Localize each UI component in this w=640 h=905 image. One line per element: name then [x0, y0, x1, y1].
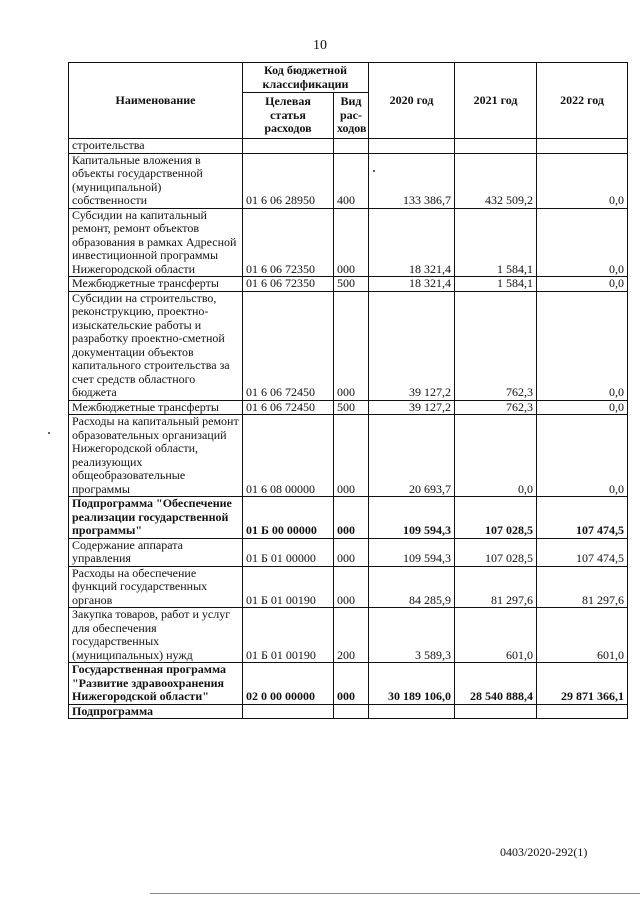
cell-expense-type: 000	[334, 291, 369, 400]
cell-target-article: 01 6 06 72450	[243, 291, 334, 400]
cell-2021: 107 028,5	[455, 538, 537, 566]
cell-2022: 0,0	[537, 277, 628, 292]
cell-2022	[537, 704, 628, 719]
scan-artifact-line	[150, 893, 640, 894]
cell-name: Государственная программа "Развитие здравоохранения Нижегородской области"	[69, 663, 243, 705]
cell-2021: 81 297,6	[455, 566, 537, 608]
cell-2022	[537, 139, 628, 154]
cell-target-article: 01 6 08 00000	[243, 415, 334, 497]
cell-name: Расходы на обеспечение функций государственных органов	[69, 566, 243, 608]
cell-expense-type	[334, 704, 369, 719]
cell-expense-type: 200	[334, 608, 369, 663]
cell-name: Подпрограмма	[69, 704, 243, 719]
header-code-group: Код бюджетной классификации	[243, 63, 369, 93]
cell-expense-type: 000	[334, 566, 369, 608]
cell-2022: 0,0	[537, 415, 628, 497]
cell-name: Межбюджетные трансферты	[69, 277, 243, 292]
table-row	[69, 415, 628, 497]
cell-2021	[455, 139, 537, 154]
cell-target-article: 01 6 06 72450	[243, 400, 334, 415]
cell-2020: 109 594,3	[369, 538, 455, 566]
page-number: 10	[313, 38, 327, 53]
cell-target-article: 01 Б 00 00000	[243, 497, 334, 539]
cell-2022: 0,0	[537, 291, 628, 400]
header-name: Наименование	[69, 63, 243, 139]
cell-expense-type: 000	[334, 208, 369, 277]
cell-2022: 0,0	[537, 208, 628, 277]
table-row	[69, 566, 628, 608]
budget-table	[68, 62, 628, 719]
cell-target-article: 01 6 06 28950	[243, 153, 334, 208]
cell-name: Подпрограмма "Обеспечение реализации государственной программы"	[69, 497, 243, 539]
table-row	[69, 538, 628, 566]
cell-2021: 1 584,1	[455, 208, 537, 277]
table-body	[69, 139, 628, 719]
cell-name: строительства	[69, 139, 243, 154]
document-footer-code: 0403/2020-292(1)	[500, 845, 588, 859]
cell-2020: 39 127,2	[369, 291, 455, 400]
cell-2022: 107 474,5	[537, 538, 628, 566]
cell-expense-type: 500	[334, 400, 369, 415]
cell-expense-type: 000	[334, 497, 369, 539]
cell-2021: 762,3	[455, 400, 537, 415]
cell-name: Межбюджетные трансферты	[69, 400, 243, 415]
cell-expense-type: 000	[334, 415, 369, 497]
cell-expense-type: 500	[334, 277, 369, 292]
header-target-article: Целевая статья расходов	[243, 93, 334, 139]
cell-name: Закупка товаров, работ и услуг для обеспечения государственных (муниципальных) нужд	[69, 608, 243, 663]
table-row	[69, 400, 628, 415]
cell-2020: 20 693,7	[369, 415, 455, 497]
cell-2022: 601,0	[537, 608, 628, 663]
table-row	[69, 277, 628, 292]
cell-2022: 107 474,5	[537, 497, 628, 539]
cell-name: Расходы на капитальный ремонт образовательных организаций Нижегородской области, реализующих общеобразовательные программы	[69, 415, 243, 497]
table-row	[69, 153, 628, 208]
cell-2021: 601,0	[455, 608, 537, 663]
table-row	[69, 608, 628, 663]
cell-target-article: 01 Б 01 00000	[243, 538, 334, 566]
cell-target-article	[243, 139, 334, 154]
cell-2020: 39 127,2	[369, 400, 455, 415]
cell-2020	[369, 704, 455, 719]
cell-target-article	[243, 704, 334, 719]
table-row	[69, 139, 628, 154]
cell-2021: 1 584,1	[455, 277, 537, 292]
cell-2020: 133 386,7	[369, 153, 455, 208]
cell-2022: 81 297,6	[537, 566, 628, 608]
cell-expense-type: 000	[334, 663, 369, 705]
scan-artifact-dot	[48, 432, 50, 434]
header-2021: 2021 год	[455, 63, 537, 139]
cell-2020: 18 321,4	[369, 208, 455, 277]
cell-2022: 0,0	[537, 400, 628, 415]
cell-2021: 762,3	[455, 291, 537, 400]
cell-name: Капитальные вложения в объекты государственной (муниципальной) собственности	[69, 153, 243, 208]
cell-expense-type	[334, 139, 369, 154]
cell-target-article: 02 0 00 00000	[243, 663, 334, 705]
cell-target-article: 01 6 06 72350	[243, 208, 334, 277]
cell-target-article: 01 Б 01 00190	[243, 566, 334, 608]
table-row	[69, 291, 628, 400]
cell-2020: 30 189 106,0	[369, 663, 455, 705]
scan-artifact-dot	[373, 170, 375, 172]
cell-name: Субсидии на строительство, реконструкцию, проектно-изыскательские работы и разработку проектно-сметной документации объектов капитального строительства за счет средств областного бюджета	[69, 291, 243, 400]
cell-2021	[455, 704, 537, 719]
cell-2020: 84 285,9	[369, 566, 455, 608]
table-header	[69, 63, 628, 139]
cell-name: Субсидии на капитальный ремонт, ремонт объектов образования в рамках Адресной инвестиционной программы Нижегородской области	[69, 208, 243, 277]
cell-2021: 432 509,2	[455, 153, 537, 208]
cell-2021: 28 540 888,4	[455, 663, 537, 705]
cell-2020: 109 594,3	[369, 497, 455, 539]
cell-2020: 3 589,3	[369, 608, 455, 663]
cell-2020	[369, 139, 455, 154]
table-row	[69, 208, 628, 277]
table-row	[69, 663, 628, 705]
cell-expense-type: 000	[334, 538, 369, 566]
cell-2020: 18 321,4	[369, 277, 455, 292]
cell-2021: 107 028,5	[455, 497, 537, 539]
cell-2022: 29 871 366,1	[537, 663, 628, 705]
table-row	[69, 704, 628, 719]
header-expense-type: Вид рас-ходов	[334, 93, 369, 139]
cell-2022: 0,0	[537, 153, 628, 208]
cell-target-article: 01 Б 01 00190	[243, 608, 334, 663]
cell-name: Содержание аппарата управления	[69, 538, 243, 566]
cell-expense-type: 400	[334, 153, 369, 208]
table-row	[69, 497, 628, 539]
header-2022: 2022 год	[537, 63, 628, 139]
cell-target-article: 01 6 06 72350	[243, 277, 334, 292]
cell-2021: 0,0	[455, 415, 537, 497]
header-2020: 2020 год	[369, 63, 455, 139]
